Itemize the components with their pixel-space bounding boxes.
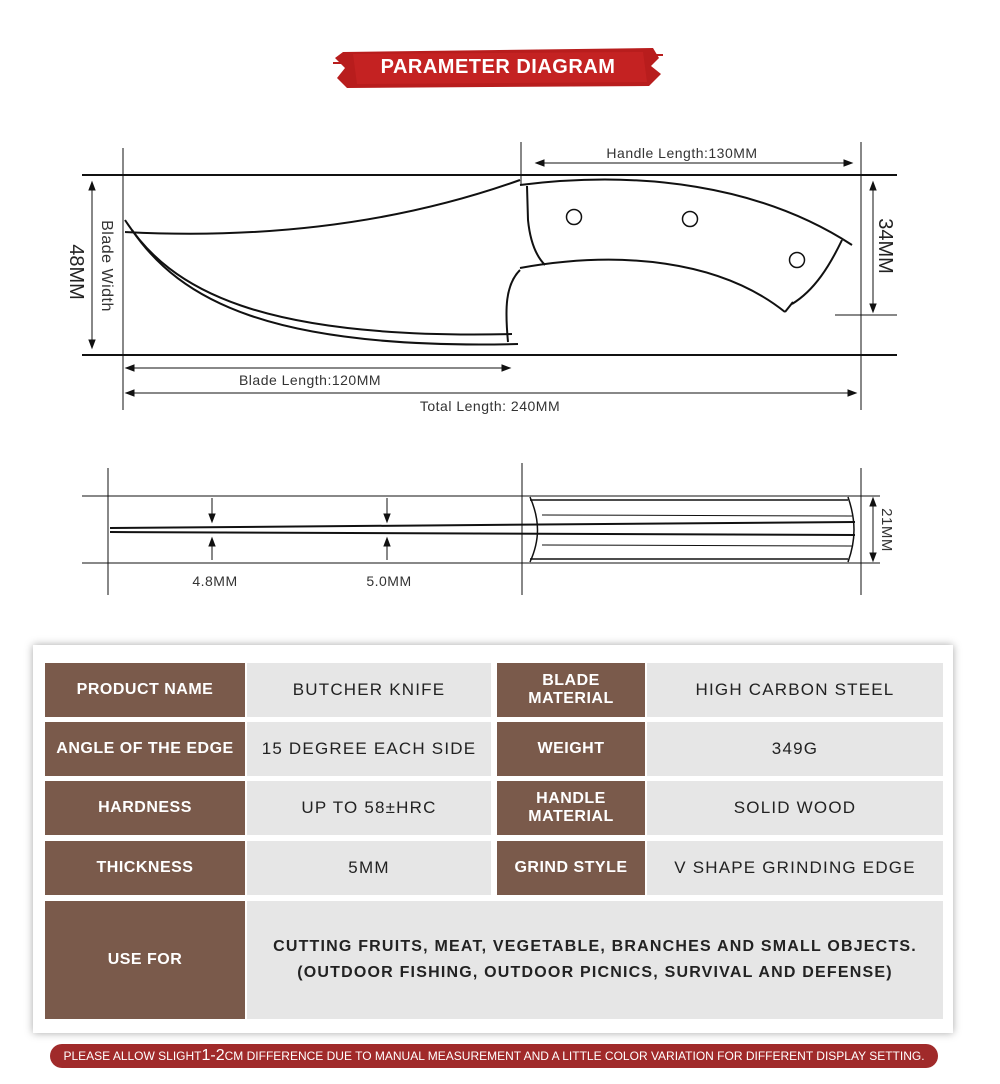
- handle-material-value: SOLID WOOD: [647, 781, 943, 835]
- use-for-value: [247, 901, 943, 1019]
- use-for-label: USE FOR: [45, 901, 245, 1019]
- blade-thickness-spine: 5.0MM: [366, 573, 412, 589]
- grind-style-value: V SHAPE GRINDING EDGE: [647, 841, 943, 895]
- handle-length-label: Handle Length:130MM: [606, 145, 758, 161]
- weight-value: 349G: [647, 722, 943, 776]
- total-length-label: Total Length: 240MM: [419, 398, 561, 414]
- hardness-value: UP TO 58±HRC: [247, 781, 491, 835]
- page-title: PARAMETER DIAGRAM: [380, 55, 616, 78]
- disclaimer-text-c: CM DIFFERENCE DUE TO MANUAL MEASUREMENT AND A LITTLE COLOR VARIATION FOR DIFFERENT DISPLAY SETTING.: [224, 1049, 925, 1063]
- weight-label: WEIGHT: [497, 722, 645, 776]
- grind-style-label: GRIND STYLE: [497, 841, 645, 895]
- blade-material-value: HIGH CARBON STEEL: [647, 663, 943, 717]
- thickness-value: 5MM: [247, 841, 491, 895]
- blade-material-label: BLADE MATERIAL: [497, 663, 645, 717]
- handle-material-label: HANDLE MATERIAL: [497, 781, 645, 835]
- blade-width-label: Blade Width: [98, 220, 115, 312]
- handle-height-value: 34MM: [874, 218, 896, 274]
- handle-thickness-value: 21MM: [878, 508, 895, 552]
- angle-label: ANGLE OF THE EDGE: [45, 722, 245, 776]
- product-name-value: BUTCHER KNIFE: [247, 663, 491, 717]
- blade-width-value: 48MM: [65, 244, 87, 300]
- product-name-label: PRODUCT NAME: [45, 663, 245, 717]
- disclaimer-footer: [50, 1044, 938, 1068]
- disclaimer-range: 1-2: [201, 1047, 225, 1064]
- blade-length-label: Blade Length:120MM: [238, 372, 382, 388]
- use-for-line-1: CUTTING FRUITS, MEAT, VEGETABLE, BRANCHES AND SMALL OBJECTS.: [273, 938, 917, 955]
- spec-table: [33, 645, 953, 1033]
- disclaimer-text-a: PLEASE ALLOW SLIGHT: [63, 1049, 202, 1063]
- hardness-label: HARDNESS: [45, 781, 245, 835]
- thickness-label: THICKNESS: [45, 841, 245, 895]
- use-for-line-2: (OUTDOOR FISHING, OUTDOOR PICNICS, SURVIVAL AND DEFENSE): [297, 964, 893, 981]
- blade-thickness-tip: 4.8MM: [192, 573, 238, 589]
- angle-value: 15 DEGREE EACH SIDE: [247, 722, 491, 776]
